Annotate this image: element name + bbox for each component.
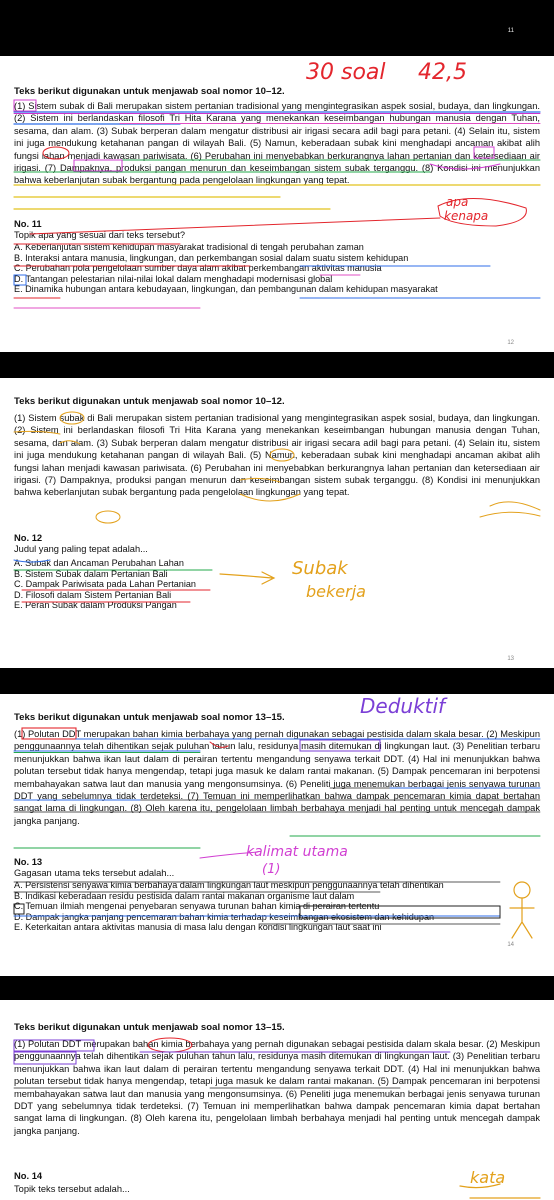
page-number: 12: [507, 340, 514, 346]
question-stem: Topik apa yang sesuai dari teks tersebut?: [14, 230, 186, 240]
option-c[interactable]: C. Dampak Pariwisata pada Lahan Pertanian: [14, 579, 196, 590]
card-title: Teks berikut digunakan untuk menjawab soal nomor 13–15.: [14, 1022, 285, 1033]
option-d[interactable]: D. Dampak jangka panjang pencemaran bahan kimia terhadap keseimbangan ekosistem dan kehidupan: [14, 911, 435, 922]
question-number: No. 11: [14, 218, 42, 229]
option-b[interactable]: B. Sistem Subak dalam Pertanian Bali: [14, 568, 168, 579]
handwritten-note: Subak: [292, 558, 348, 579]
question-stem: Topik teks tersebut adalah...: [14, 1184, 130, 1194]
question-card-14: [0, 1000, 554, 1200]
option-b[interactable]: B. Indikasi keberadaan residu pestisida dalam rantai makanan organisme laut dalam: [14, 890, 355, 901]
handwritten-note: kata: [470, 1168, 506, 1187]
option-c[interactable]: C. Temuan ilmiah mengenai penyebaran senyawa turunan bahan kimia di perairan tertentu: [14, 901, 380, 912]
option-a[interactable]: A. Subak dan Ancaman Perubahan Lahan: [14, 558, 184, 568]
page-number: 11: [507, 28, 514, 34]
handwritten-note: apa: [446, 195, 469, 209]
option-d[interactable]: D. Filosofi dalam Sistem Pertanian Bali: [14, 589, 172, 600]
handwritten-note: (1): [262, 862, 281, 877]
page-number: 14: [507, 942, 514, 948]
question-card-12: [0, 378, 554, 668]
question-number: No. 12: [14, 532, 43, 543]
page-number: 13: [507, 656, 514, 662]
handwritten-note: kalimat utama: [246, 844, 348, 860]
handwritten-note: 42,5: [418, 60, 467, 85]
option-e[interactable]: E. Peran Subak dalam Produksi Pangan: [14, 600, 177, 611]
question-card-13: [0, 694, 554, 976]
question-number: No. 13: [14, 856, 43, 867]
answer-options: [14, 880, 540, 933]
handwritten-note: kenapa: [444, 209, 489, 223]
option-d[interactable]: D. Tantangan pelestarian nilai-nilai lokal dalam menghadapi modernisasi global: [14, 273, 333, 284]
card-title: Teks berikut digunakan untuk menjawab soal nomor 10–12.: [14, 396, 285, 407]
option-e[interactable]: E. Dinamika hubungan antara kebudayaan, lingkungan, dan pembangunan dalam kehidupan masyarakat: [14, 284, 438, 295]
passage: (1) Polutan DDT merupakan bahan kimia berbahaya yang pernah digunakan sebagai pestisida dalam skala besar. (2) Meskipun penggunaannya telah dihentikan sejak puluhan tahun lalu, residunya masih ditemukan di lingkungan laut. (3) Penelitian terbaru menunjukkan bahwa ikan laut dalam di perairan tertentu mengandung senyawa terkait DDT. (4) Hal ini menunjukkan bahwa polutan tersebut tidak hanya mengendap, tetapi juga masuk ke dalam rantai makanan. (5) Dampak pencemaran ini berpotensi membahayakan satwa laut dan manusia yang mengonsumsinya. (6) Peneliti juga menemukan berbagai jenis senyawa turunan DDT yang sebelumnya tidak terdeteksi. (7) Temuan ini memperlihatkan bahwa dampak pencemaran kimia dapat bertahan sangat lama di lingkungan. (8) Oleh karena itu, pengelolaan limbah berbahaya menjadi hal penting untuk mencegah dampak jangka panjang.: [14, 1039, 540, 1136]
answer-options: [14, 558, 540, 611]
card-title: Teks berikut digunakan untuk menjawab soal nomor 13–15.: [14, 712, 285, 723]
handwritten-note: Deduktif: [360, 694, 446, 718]
handwritten-note: 30 soal: [306, 60, 386, 85]
passage: (1) Sistem subak di Bali merupakan sistem pertanian tradisional yang mengintegrasikan aspek sosial, budaya, dan lingkungan. (2) Sistem ini berlandaskan filosofi Tri Hita Karana yang menekankan keseimbangan hubungan manusia dengan Tuhan, sesama, dan alam. (3) Subak berperan dalam mengatur distribusi air irigasi secara adil bagi para petani. (4) Selain itu, sistem ini juga mendukung ketahanan pangan di wilayah Bali. (5) Namun, keberadaan subak kini menghadapi ancaman akibat alih fungsi lahan menjadi kawasan pariwisata. (6) Perubahan ini menyebabkan berkurangnya lahan pertanian dan ketersediaan air irigasi. (7) Dampaknya, produksi pangan menurun dan keseimbangan sistem subak terganggu. (8) Kondisi ini menunjukkan bahwa keberlanjutan subak bergantung pada pengelolaan lingkungan yang tepat.: [14, 413, 540, 498]
question-stem: Gagasan utama teks tersebut adalah...: [14, 868, 175, 878]
handwritten-note: bekerja: [306, 582, 366, 601]
question-stem: Judul yang paling tepat adalah...: [14, 544, 148, 554]
option-a[interactable]: A. Persistensi senyawa kimia berbahaya dalam lingkungan laut meskipun penggunaannya telah dihentikan: [14, 880, 444, 890]
option-c[interactable]: C. Perubahan pola pengelolaan sumber daya alam akibat perkembangan aktivitas manusia: [14, 263, 382, 274]
answer-options: [14, 242, 540, 295]
passage: (1) Polutan DDT merupakan bahan kimia berbahaya yang pernah digunakan sebagai pestisida dalam skala besar. (2) Meskipun penggunaannya telah dihentikan sejak puluhan tahun lalu, residunya masih ditemukan di lingkungan laut. (3) Penelitian terbaru menunjukkan bahwa ikan laut dalam di perairan tertentu mengandung senyawa terkait DDT. (4) Hal ini menunjukkan bahwa polutan tersebut tidak hanya mengendap, tetapi juga masuk ke dalam rantai makanan. (5) Dampak pencemaran ini berpotensi membahayakan satwa laut dan manusia yang mengonsumsinya. (6) Peneliti juga menemukan berbagai jenis senyawa turunan DDT yang sebelumnya tidak terdeteksi. (7) Temuan ini memperlihatkan bahwa dampak pencemaran kimia dapat bertahan sangat lama di lingkungan. (8) Oleh karena itu, pengelolaan limbah berbahaya menjadi hal penting untuk mencegah dampak jangka panjang.: [14, 729, 540, 826]
question-number: No. 14: [14, 1170, 43, 1181]
question-card-11: [0, 56, 554, 352]
option-a[interactable]: A. Keberlanjutan sistem kehidupan masyarakat tradisional di tengah perubahan zaman: [14, 242, 364, 252]
passage: (1) Sistem subak di Bali merupakan sistem pertanian tradisional yang mengintegrasikan aspek sosial, budaya, dan lingkungan. (2) Sistem ini berlandaskan filosofi Tri Hita Karana yang menekankan keseimbangan hubungan manusia dengan Tuhan, sesama, dan alam. (3) Subak berperan dalam mengatur distribusi air irigasi secara adil bagi para petani. (4) Selain itu, sistem ini juga mendukung ketahanan pangan di wilayah Bali. (5) Namun, keberadaan subak kini menghadapi ancaman akibat alih fungsi lahan menjadi kawasan pariwisata. (6) Perubahan ini menyebabkan berkurangnya lahan pertanian dan ketersediaan air irigasi. (7) Dampaknya, produksi pangan menurun dan keseimbangan sistem subak terganggu. (8) Kondisi ini menunjukkan bahwa keberlanjutan subak bergantung pada pengelolaan lingkungan yang tepat.: [14, 101, 540, 186]
option-e[interactable]: E. Keterkaitan antara aktivitas manusia di masa lalu dengan kondisi lingkungan laut saat ini: [14, 922, 382, 933]
option-b[interactable]: B. Interaksi antara manusia, lingkungan, dan perkembangan sosial dalam suatu sistem kehidupan: [14, 252, 409, 263]
card-title: Teks berikut digunakan untuk menjawab soal nomor 10–12.: [14, 86, 285, 97]
